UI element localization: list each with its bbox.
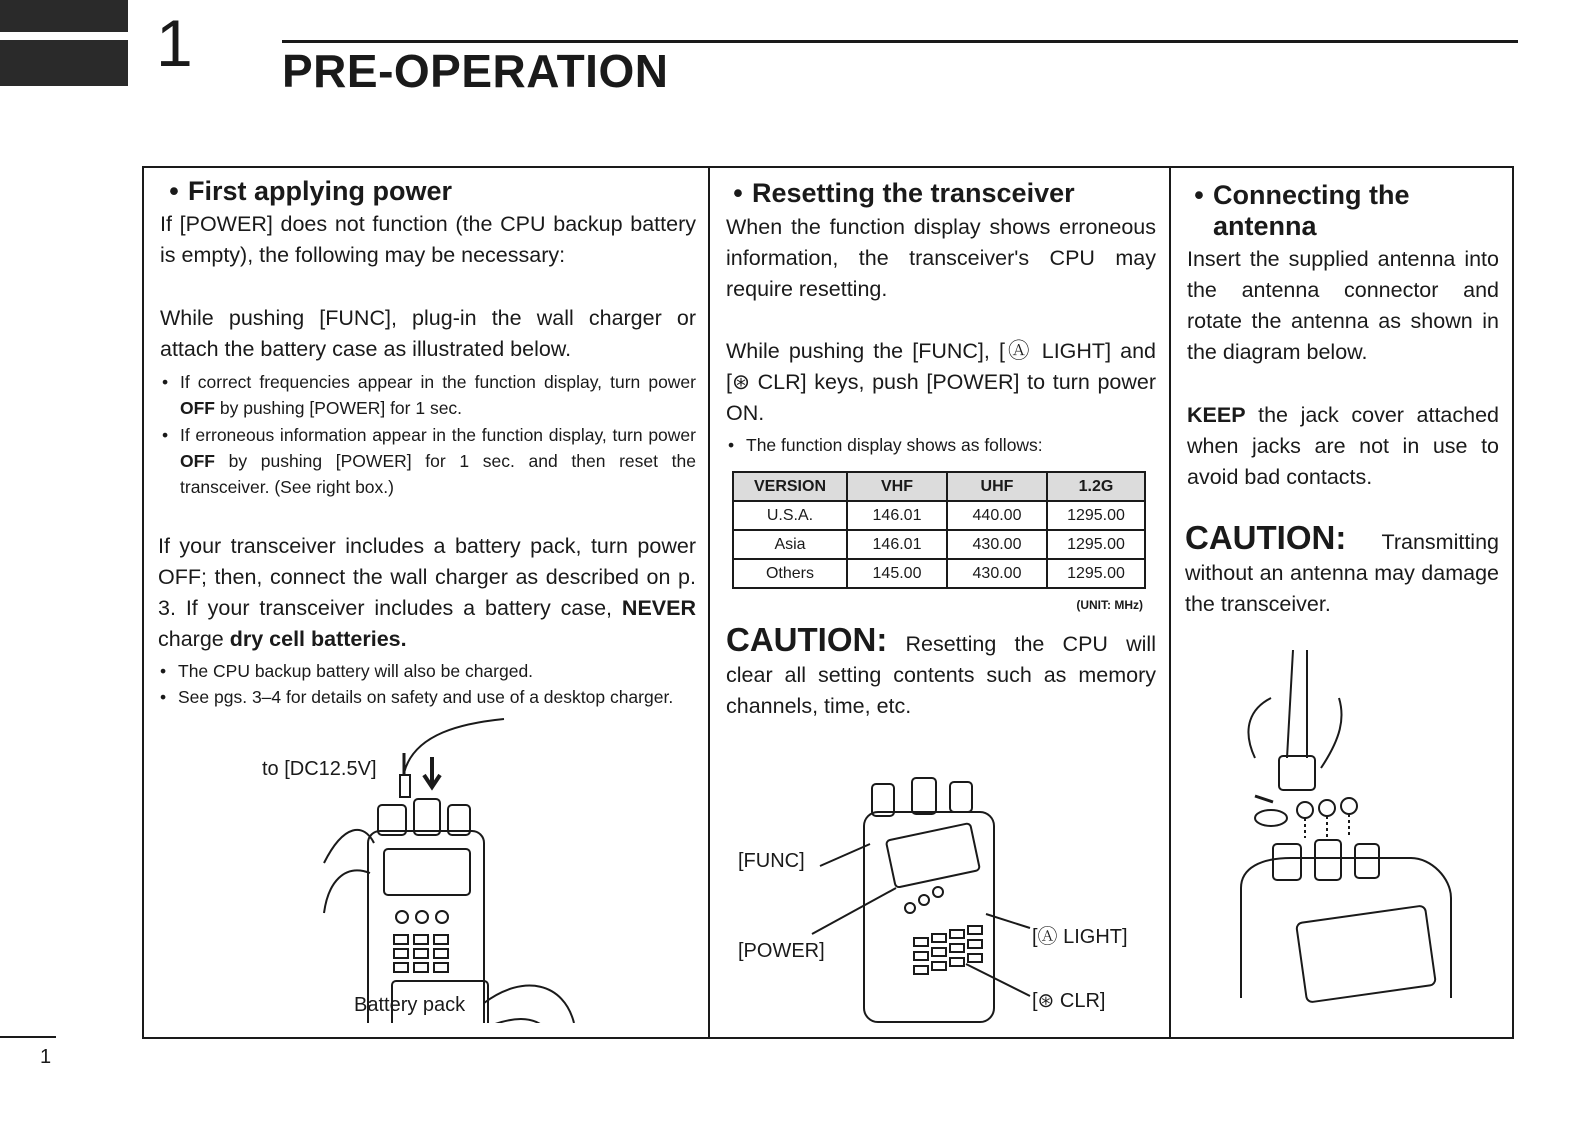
paragraph: If [POWER] does not function (the CPU backup battery is empty), the following may be necessary:: [160, 212, 696, 267]
text: If your transceiver includes a battery pack, turn power OFF; then, connect the wall charger as described on p. 3. If your transceiver includes a battery case,: [158, 534, 696, 620]
dc-jack-label: to [DC12.5V]: [262, 758, 377, 780]
text: Resetting the CPU will clear all setting contents such as memory channels, time, etc.: [726, 632, 1156, 718]
table-cell: 1295.00: [1047, 559, 1145, 588]
antenna-illustration: [1211, 638, 1511, 1008]
table-row: [733, 501, 1145, 530]
caution-label: CAUTION:: [726, 621, 888, 658]
table-cell: 430.00: [947, 559, 1047, 588]
paragraph: [158, 531, 696, 655]
page-number: 1: [40, 1046, 52, 1068]
page-title: PRE-OPERATION: [282, 45, 669, 97]
version-table: [732, 471, 1146, 589]
section-connecting-antenna: [1169, 166, 1514, 1039]
heading-text: Connecting the: [1213, 180, 1410, 210]
chapter-tab-top: [0, 0, 128, 32]
chapter-number: 1: [156, 6, 193, 80]
paragraph: Insert the supplied antenna into the antenna connector and rotate the antenna as shown in the diagram below.: [1187, 247, 1499, 364]
bold-text: KEEP: [1187, 403, 1246, 427]
bold-text: NEVER: [621, 596, 696, 620]
paragraph: While pushing [FUNC], plug-in the wall charger or attach the battery case as illustrated below.: [160, 306, 696, 361]
table-unit-note: (UNIT: MHz): [1076, 598, 1143, 612]
paragraph: [1187, 400, 1499, 493]
table-cell: Asia: [733, 530, 847, 559]
caution-paragraph: [726, 621, 1156, 722]
list-item: [160, 422, 696, 500]
heading-text: Resetting the transceiver: [752, 178, 1075, 208]
table-cell: 430.00: [947, 530, 1047, 559]
text: by pushing [POWER] for 1 sec. and then reset the transceiver. (See right box.): [180, 451, 696, 497]
table-header-cell: VHF: [847, 472, 947, 501]
charger-illustration: [304, 713, 604, 1023]
table-header-cell: VERSION: [733, 472, 847, 501]
text: If correct frequencies appear in the function display, turn power: [180, 372, 696, 392]
caution-paragraph: [1185, 519, 1499, 620]
text: the jack cover attached when jacks are not in use to avoid bad contacts.: [1187, 403, 1499, 489]
bold-text: dry cell batteries.: [229, 627, 407, 651]
table-cell: 440.00: [947, 501, 1047, 530]
paragraph: When the function display shows erroneous information, the transceiver's CPU may require resetting.: [726, 215, 1156, 301]
section-heading: • Connecting the antenna: [1194, 180, 1410, 241]
battery-pack-label: Battery pack: [354, 994, 466, 1016]
table-header-cell: 1.2G: [1047, 472, 1145, 501]
table-cell: 1295.00: [1047, 530, 1145, 559]
transceiver-illustration: [810, 768, 1110, 1038]
section-heading: • First applying power: [169, 176, 453, 206]
section-heading: • Resetting the transceiver: [733, 178, 1075, 208]
caution-label: CAUTION:: [1185, 519, 1347, 556]
text: by pushing [POWER] for 1 sec.: [215, 398, 463, 418]
bold-text: OFF: [180, 398, 215, 418]
table-row: [733, 559, 1145, 588]
heading-text: First applying power: [188, 176, 453, 206]
table-row: [733, 530, 1145, 559]
text: ] keys, push [POWER] to turn power ON.: [726, 370, 1156, 425]
power-key-label: [POWER]: [738, 940, 825, 962]
light-key-label: Ⓐ LIGHT: [1004, 339, 1106, 363]
chapter-tab: [0, 40, 128, 86]
title-rule: [282, 40, 1518, 43]
table-header-row: [733, 472, 1145, 501]
footer-rule: [0, 1036, 56, 1038]
section-first-applying-power: [142, 166, 710, 1039]
table-cell: 145.00: [847, 559, 947, 588]
paragraph: [726, 336, 1156, 429]
text: charge: [158, 627, 230, 651]
table-cell: 146.01: [847, 530, 947, 559]
text: While pushing the [FUNC], [: [726, 339, 1005, 363]
table-cell: U.S.A.: [733, 501, 847, 530]
heading-text: antenna: [1213, 211, 1317, 241]
section-resetting-transceiver: [708, 166, 1171, 1039]
list-item: [160, 369, 696, 421]
table-header-cell: UHF: [947, 472, 1047, 501]
text: ] and [: [726, 339, 1156, 394]
light-key-callout: [Ⓐ LIGHT]: [1032, 926, 1128, 948]
table-cell: Others: [733, 559, 847, 588]
list-item: • The function display shows as follows:: [726, 432, 1166, 458]
bold-text: OFF: [180, 451, 215, 471]
func-key-label: [FUNC]: [738, 850, 805, 872]
list-item: • See pgs. 3–4 for details on safety and use of a desktop charger.: [158, 684, 714, 710]
list-item: • The CPU backup battery will also be charged.: [158, 658, 714, 684]
clr-key-label: ⊛ CLR: [731, 370, 801, 394]
table-cell: 146.01: [847, 501, 947, 530]
text: If erroneous information appear in the function display, turn power: [180, 425, 696, 445]
text: Transmitting without an antenna may damage the transceiver.: [1185, 530, 1499, 616]
table-cell: 1295.00: [1047, 501, 1145, 530]
clr-key-callout: [⊛ CLR]: [1032, 990, 1106, 1012]
